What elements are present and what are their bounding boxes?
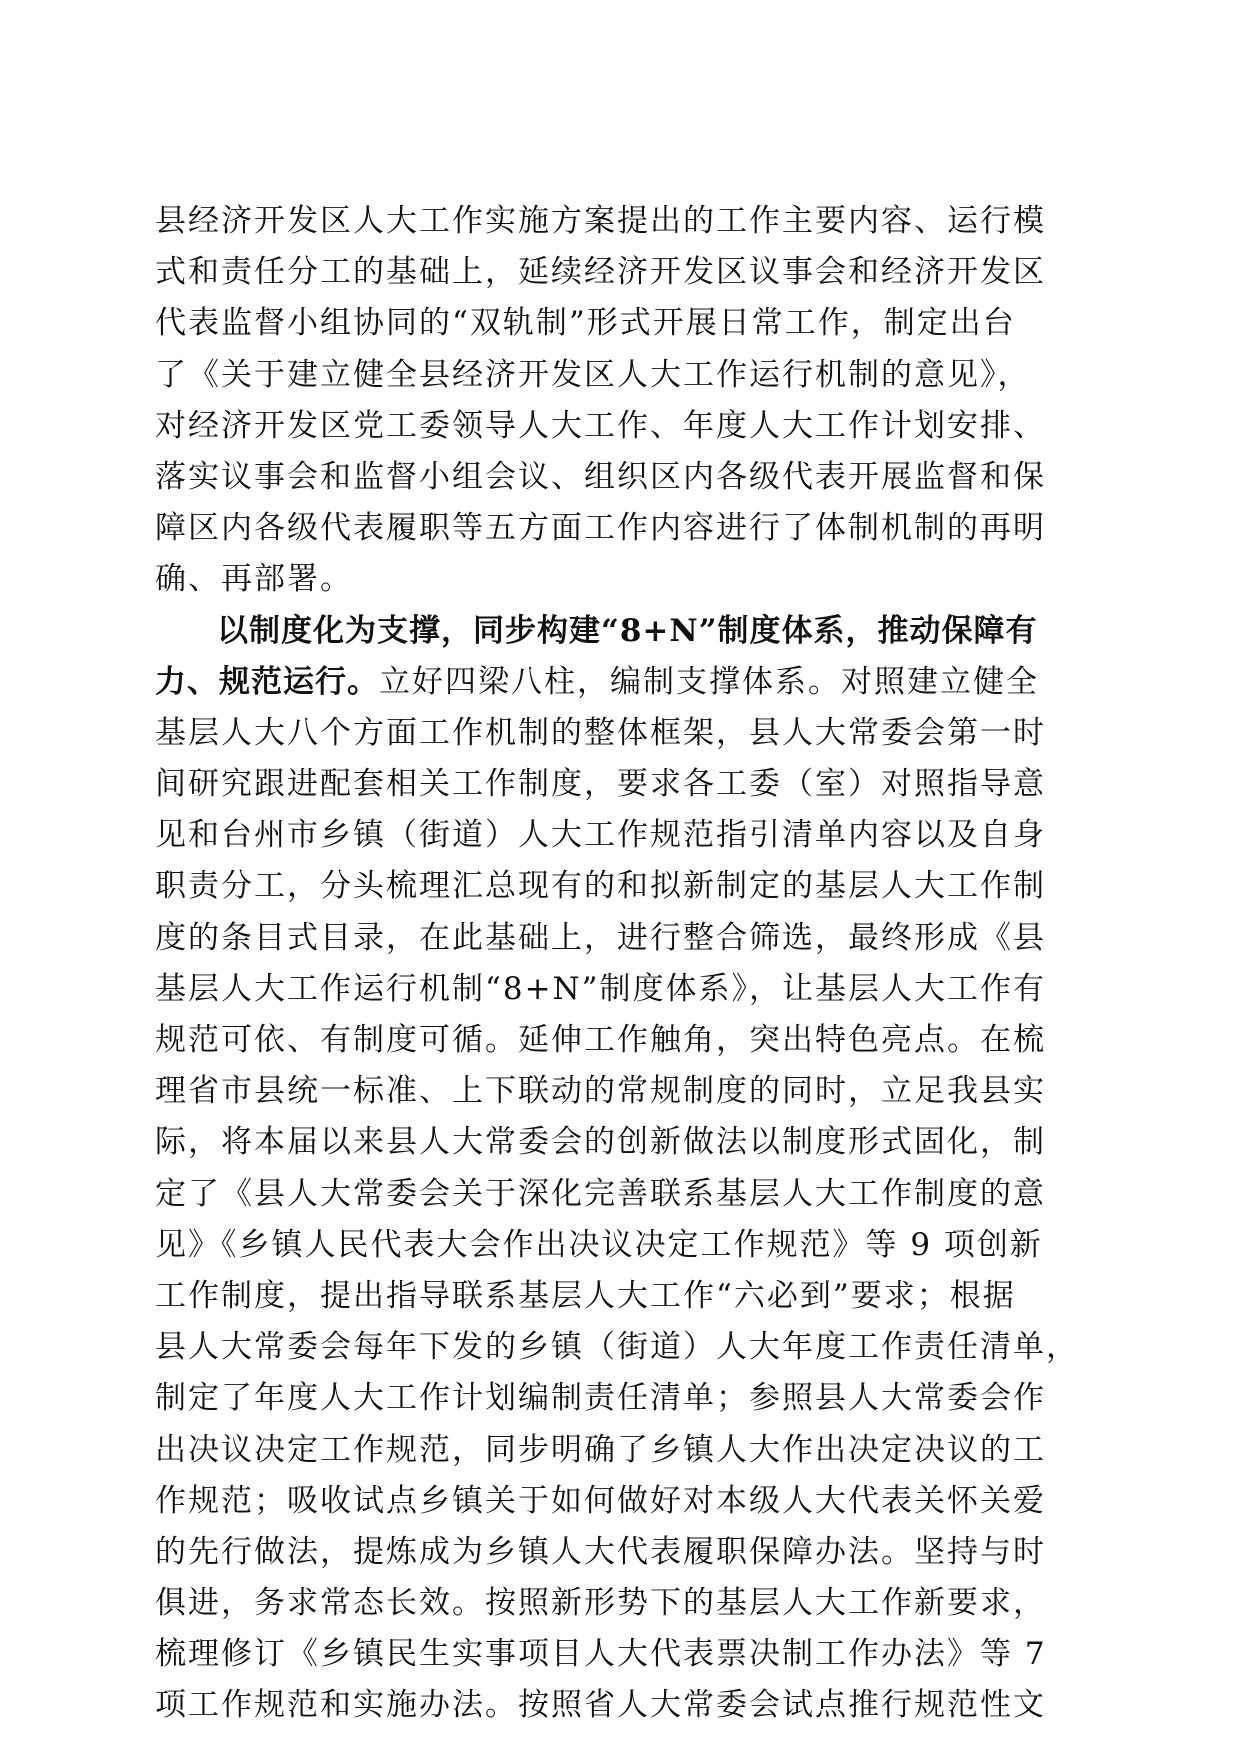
text-line: 出决议决定工作规范，同步明确了乡镇人大作出决定决议的工 bbox=[155, 1431, 1046, 1468]
paragraph-2 bbox=[155, 606, 1079, 1732]
text-line: 际，将本届以来县人大常委会的创新做法以制度形式固化，制 bbox=[155, 1124, 1046, 1161]
text-line-rest: 立好四梁八柱，编制支撑体系。对照建立健全 bbox=[379, 663, 1039, 700]
text-line: 对经济开发区党工委领导人大工作、年度人大工作计划安排、 bbox=[155, 407, 1046, 444]
text-line: 定了《县人大常委会关于深化完善联系基层人大工作制度的意 bbox=[155, 1175, 1046, 1212]
text-line: 度的条目式目录，在此基础上，进行整合筛选，最终形成《县 bbox=[155, 919, 1046, 956]
text-line: 障区内各级代表履职等五方面工作内容进行了体制机制的再明 bbox=[155, 510, 1046, 547]
text-line: 式和责任分工的基础上，延续经济开发区议事会和经济开发区 bbox=[155, 254, 1046, 291]
text-line: 制定了年度人大工作计划编制责任清单；参照县人大常委会作 bbox=[155, 1380, 1046, 1417]
text-line: 确、再部署。 bbox=[155, 561, 353, 598]
text-line: 了《关于建立健全县经济开发区人大工作运行机制的意见》， bbox=[155, 356, 1031, 393]
text-line: 见》《乡镇人民代表大会作出决议决定工作规范》等 9 项创新 bbox=[155, 1226, 1043, 1263]
text-line bbox=[155, 657, 1070, 708]
text-line: 见和台州市乡镇（街道）人大工作规范指引清单内容以及自身 bbox=[155, 817, 1046, 854]
paragraph-1 bbox=[155, 196, 1070, 606]
text-line: 间研究跟进配套相关工作制度，要求各工委（室）对照指导意 bbox=[155, 766, 1046, 803]
paragraph-heading: 以制度化为支撑，同步构建“8+N”制度体系，推动保障有 bbox=[217, 612, 1038, 649]
text-line: 基层人大八个方面工作机制的整体框架，县人大常委会第一时 bbox=[155, 714, 1046, 751]
text-line: 项工作规范和实施办法。按照省人大常委会试点推行规范性文 bbox=[155, 1687, 1046, 1724]
text-line: 基层人大工作运行机制“8+N”制度体系》，让基层人大工作有 bbox=[155, 970, 1047, 1007]
text-line: 县人大常委会每年下发的乡镇（街道）人大年度工作责任清单， bbox=[155, 1329, 1079, 1366]
text-line: 作规范；吸收试点乡镇关于如何做好对本级人大代表关怀关爱 bbox=[155, 1482, 1046, 1519]
text-line: 俱进，务求常态长效。按照新形势下的基层人大工作新要求， bbox=[155, 1585, 1046, 1622]
text-line: 理省市县统一标准、上下联动的常规制度的同时，立足我县实 bbox=[155, 1073, 1046, 1110]
text-line: 代表监督小组协同的“双轨制”形式开展日常工作，制定出台 bbox=[155, 305, 1016, 342]
paragraph-heading-end: 力、规范运行。 bbox=[155, 663, 379, 700]
text-line: 职责分工，分头梳理汇总现有的和拟新制定的基层人大工作制 bbox=[155, 868, 1046, 905]
text-line: 规范可依、有制度可循。延伸工作触角，突出特色亮点。在梳 bbox=[155, 1022, 1046, 1058]
text-line: 梳理修订《乡镇民生实事项目人大代表票决制工作办法》等 7 bbox=[155, 1636, 1047, 1673]
text-line: 工作制度，提出指导联系基层人大工作“六必到”要求；根据 bbox=[155, 1277, 1016, 1314]
text-line: 的先行做法，提炼成为乡镇人大代表履职保障办法。坚持与时 bbox=[155, 1533, 1046, 1570]
text-line: 县经济开发区人大工作实施方案提出的工作主要内容、运行模 bbox=[155, 203, 1046, 239]
text-line: 落实议事会和监督小组会议、组织区内各级代表开展监督和保 bbox=[155, 458, 1046, 495]
